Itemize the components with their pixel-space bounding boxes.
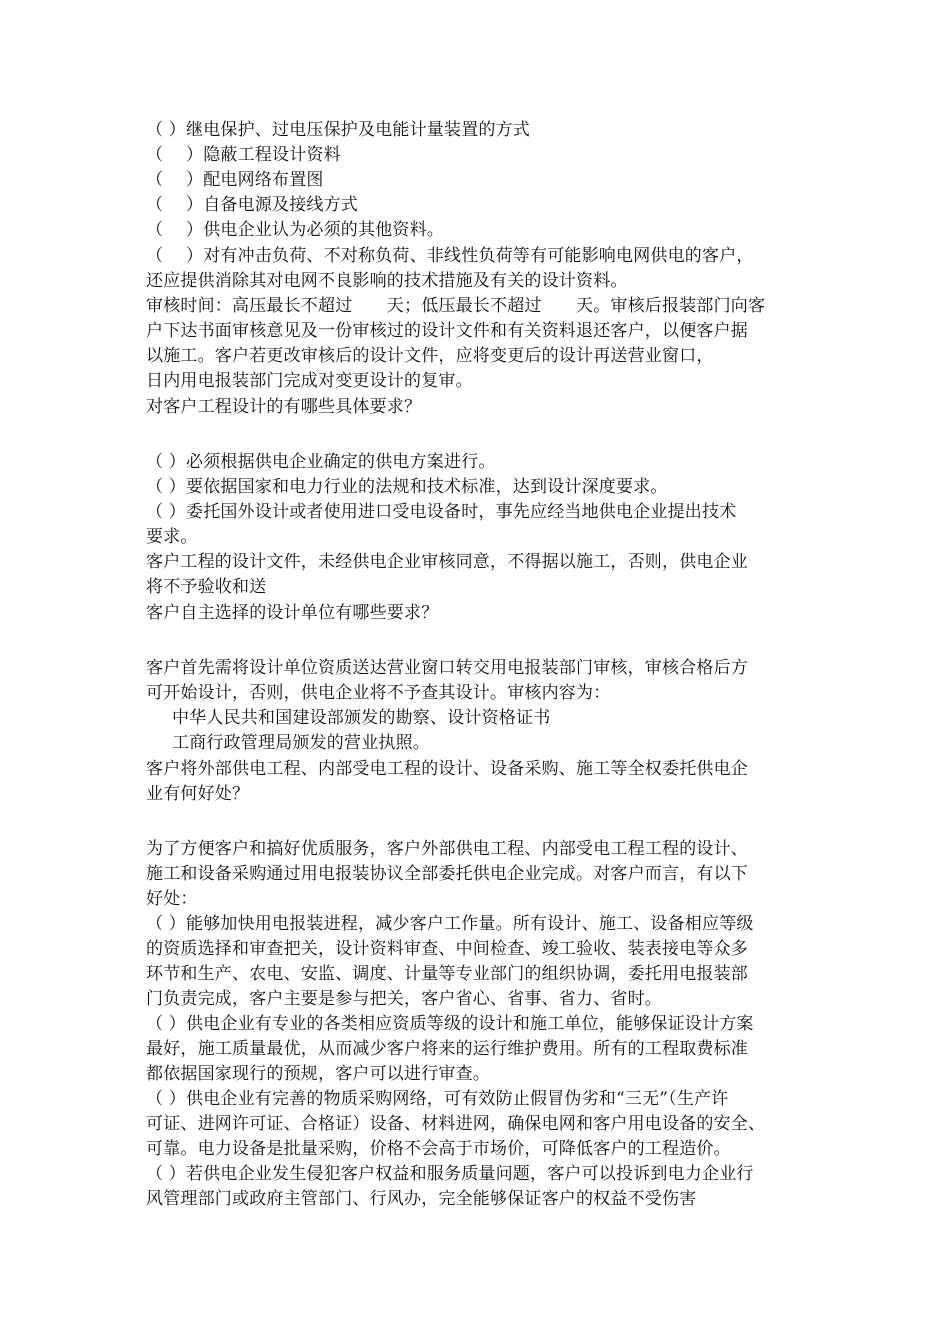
text-line: 可证、进网许可证、合格证）设备、材料进网，确保电网和客户用电设备的安全、 <box>146 1114 766 1134</box>
text-line: 施工和设备采购通过用电报装协议全部委托供电企业完成。对客户而言，有以下 <box>146 864 748 884</box>
text-line: 可开始设计，否则，供电企业将不予查其设计。审核内容为： <box>146 683 611 703</box>
section-question: 业有何好处？ <box>146 784 250 804</box>
text-line: （ ）委托国外设计或者使用进口受电设备时，事先应经当地供电企业提出技术 <box>146 502 737 522</box>
text-line: （ ）隐蔽工程设计资料 <box>146 145 341 165</box>
text-line: 户下达书面审核意见及一份审核过的设计文件和有关资料退还客户，以便客户据 <box>146 321 748 341</box>
text-line: 可靠。电力设备是批量采购，价格不会高于市场价，可降低客户的工程造价。 <box>146 1139 731 1159</box>
text-line: 日内用电报装部门完成对变更设计的复审。 <box>146 371 473 391</box>
text-line: 要求。 <box>146 527 198 547</box>
text-line: 最好，施工质量最优，从而减少客户将来的运行维护费用。所有的工程取费标准 <box>146 1039 748 1059</box>
text-line: （ ）供电企业有专业的各类相应资质等级的设计和施工单位，能够保证设计方案 <box>146 1014 754 1034</box>
text-line: （ ）自备电源及接线方式 <box>146 195 359 215</box>
text-line: 将不予验收和送 <box>146 577 267 597</box>
section-question: 对客户工程设计的有哪些具体要求？ <box>146 397 422 417</box>
text-line: （ ）必须根据供电企业确定的供电方案进行。 <box>146 452 496 472</box>
text-line: 都依据国家现行的预规，客户可以进行审查。 <box>146 1064 490 1084</box>
text-line: （ ）若供电企业发生侵犯客户权益和服务质量问题，客户可以投诉到电力企业行 <box>146 1164 754 1184</box>
text-line: 环节和生产、农电、安监、调度、计量等专业部门的组织协调，委托用电报装部 <box>146 964 748 984</box>
text-line: （ ）要依据国家和电力行业的法规和技术标准，达到设计深度要求。 <box>146 477 668 497</box>
text-line: 还应提供消除其对电网不良影响的技术措施及有关的设计资料。 <box>146 271 628 291</box>
text-line: （ ）继电保护、过电压保护及电能计量装置的方式 <box>146 120 531 140</box>
text-line: 风管理部门或政府主管部门、行风办，完全能够保证客户的权益不受伤害 <box>146 1189 697 1209</box>
text-line: （ ）能够加快用电报装进程，减少客户工作量。所有设计、施工、设备相应等级 <box>146 914 754 934</box>
text-line: （ ）供电企业认为必须的其他资料。 <box>146 220 445 240</box>
text-line: 工商行政管理局颁发的营业执照。 <box>172 733 430 753</box>
text-line: 客户工程的设计文件，未经供电企业审核同意，不得据以施工，否则，供电企业 <box>146 552 748 572</box>
text-line: 门负责完成，客户主要是参与把关，客户省心、省事、省力、省时。 <box>146 989 662 1009</box>
section-question: 客户将外部供电工程、内部受电工程的设计、设备采购、施工等全权委托供电企 <box>146 759 748 779</box>
text-line: 中华人民共和国建设部颁发的勘察、设计资格证书 <box>172 708 551 728</box>
text-line: 为了方便客户和搞好优质服务，客户外部供电工程、内部受电工程工程的设计、 <box>146 839 748 859</box>
text-line: 客户首先需将设计单位资质送达营业窗口转交用电报装部门审核，审核合格后方 <box>146 658 748 678</box>
text-line: （ ）配电网络布置图 <box>146 170 324 190</box>
section-question: 客户自主选择的设计单位有哪些要求？ <box>146 603 439 623</box>
text-line: 好处： <box>146 889 198 909</box>
text-line: （ ）供电企业有完善的物质采购网络，可有效防止假冒伪劣和“三无”（生产许 <box>146 1089 729 1109</box>
text-line: （ ）对有冲击负荷、不对称负荷、非线性负荷等有可能影响电网供电的客户， <box>146 246 754 266</box>
text-line: 以施工。客户若更改审核后的设计文件，应将变更后的设计再送营业窗口， <box>146 346 714 366</box>
text-line: 审核时间：高压最长不超过 天；低压最长不超过 天。审核后报装部门向客 <box>146 296 766 316</box>
text-line: 的资质选择和审查把关，设计资料审查、中间检查、竣工验收、装表接电等众多 <box>146 939 748 959</box>
